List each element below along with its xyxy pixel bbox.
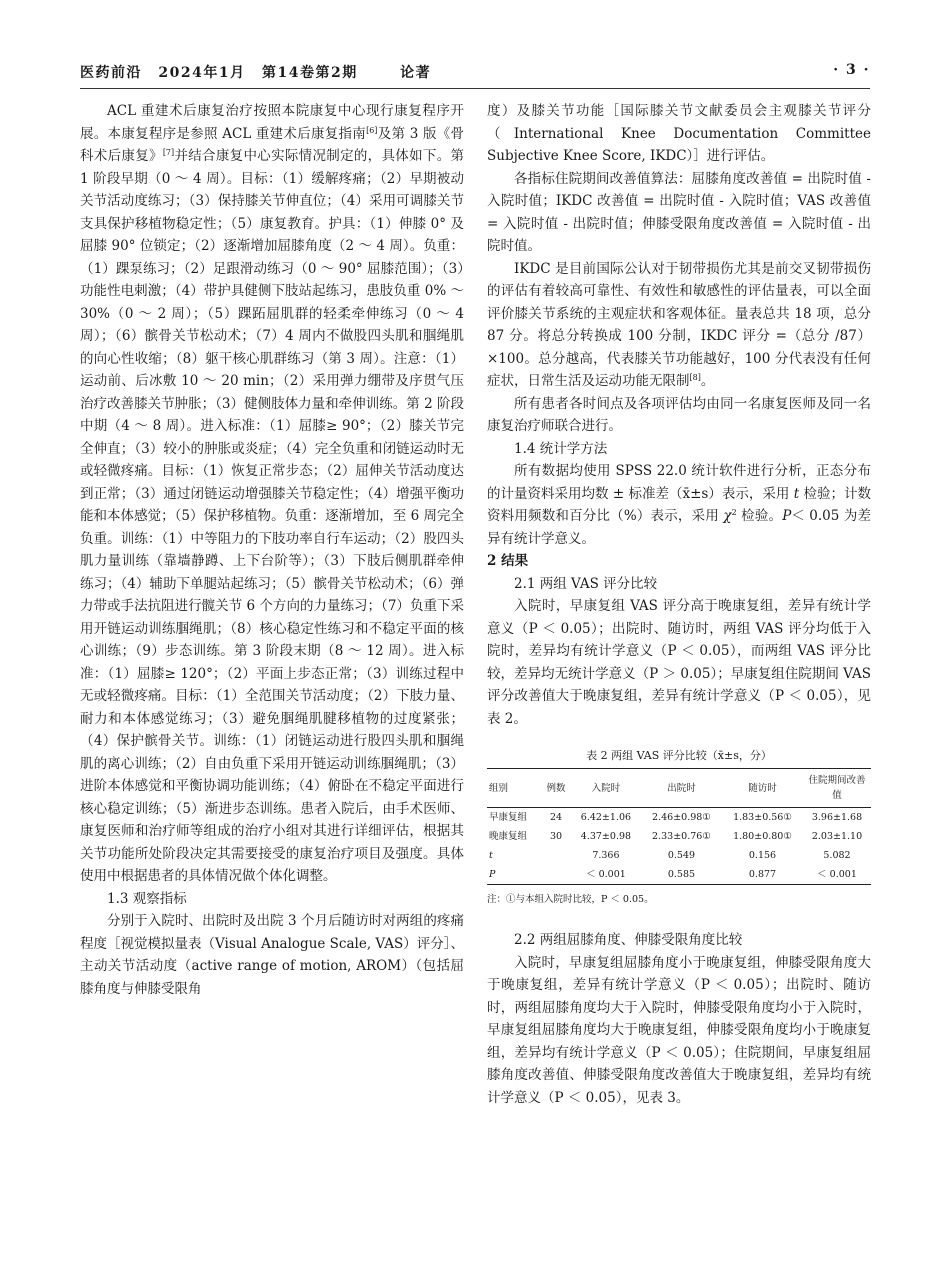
section-heading-1-4: 1.4 统计学方法: [514, 440, 608, 457]
vas-table: [487, 768, 871, 885]
assessor-paragraph: 所有患者各时间点及各项评估均由同一名康复医师及同一名康复治疗师联合进行。: [487, 395, 871, 434]
citation-8[interactable]: [8]: [689, 373, 701, 382]
issue-date: 2024年1月: [158, 65, 246, 81]
col-header: 住院期间改善值: [808, 775, 866, 801]
volume-issue: 第14卷第2期: [261, 65, 358, 81]
section-heading-1-3: 1.3 观察指标: [107, 890, 187, 907]
table-row: 早康复组 24 6.42±1.06 2.46±0.98① 1.83±0.56① 3.96±1.68: [489, 812, 863, 823]
col-header: 组别: [489, 782, 509, 794]
section-heading-2-2: 2.2 两组屈膝角度、伸膝受限角度比较: [514, 932, 743, 948]
col-header: 出院时: [667, 782, 696, 794]
article-category: 论著: [400, 65, 432, 81]
table-2-caption: 表 2 两组 VAS 评分比较（x̄±s，分）: [586, 749, 772, 762]
running-header: [80, 62, 870, 86]
col-header: 例数: [546, 782, 566, 794]
ikdc-paragraph: IKDC 是目前国际公认对于韧带损伤尤其是前交叉韧带损伤的评估有着较高可靠性、有效性和敏感性的评估量表，可以全面评价膝关节系统的主观症状和客观体征。量表总共 18 项，总分 87 分。将总分转换成 100 分制，IKDC 评分 =（总分 /87）×100。总分越高，代表膝关节功能越好，100 分代表没有任何症状，日常生活及运动功能无限制[8]。: [487, 260, 871, 389]
table-row: 晚康复组 30 4.37±0.98 2.33±0.76① 1.80±0.80① 2.03±1.10: [489, 831, 863, 842]
angle-results-paragraph: 入院时，早康复组屈膝角度小于晚康复组，伸膝受限角度大于晚康复组，差异有统计学意义（P ＜ 0.05）；出院时、随访时，两组屈膝角度均大于入院时，伸膝受限角度均小于入院时，早康复组屈膝角度均大于晚康复组，伸膝受限角度均小于晚康复组，差异均有统计学意义（P ＜ 0.05）；住院期间，早康复组屈膝角度改善值、伸膝受限角度改善值大于晚康复组，差异均有统计学意义（P ＜ 0.05），见表 3。: [487, 954, 871, 1106]
observation-paragraph: 分别于入院时、出院时及出院 3 个月后随访时对两组的疼痛程度［视觉模拟量表（Visual Analogue Scale, VAS）评分］、主动关节活动度（active range of motion, AROM）（包括屈膝角度与伸膝受限角: [80, 913, 464, 997]
table-row: t 7.366 0.549 0.156 5.082: [489, 850, 851, 861]
rehab-protocol-paragraph: ACL 重建术后康复治疗按照本院康复中心现行康复程序开展。本康复程序是参照 ACL 重建术后康复指南[6]及第 3 版《骨科术后康复》[7]并结合康复中心实际情况制定的，具体如下。第 1 阶段早期（0 ～ 4 周）。目标：（1）缓解疼痛；（2）早期被动关节活动度练习；（3）保持膝关节伸直位；（4）采用可调膝关节支具保护移植物稳定性；（5）康复教育。护具：（1）伸膝 0° 及屈膝 90° 位锁定；（2）逐渐增加屈膝角度（2 ～ 4 周）。负重：（1）踝泵练习；（2）足跟滑动练习（0 ～ 90° 屈膝范围）；（3）功能性电刺激；（4）带护具健侧下肢站起练习，患肢负重 0% ～ 30%（0 ～ 2 周）；（5）踝跖屈肌群的轻柔牵伸练习（0 ～ 4 周）；（6）髌骨关节松动术；（7）4 周内不做股四头肌和腘绳肌的向心性收缩；（8）躯干核心肌群练习（第 3 周）。注意：（1）运动前、后冰敷 10 ～ 20 min；（2）采用弹力绷带及序贯气压治疗改善膝关节肿胀；（3）健侧肢体力量和牵伸训练。第 2 阶段中期（4 ～ 8 周）。进入标准：（1）屈膝≥ 90°；（2）膝关节完全伸直；（3）较小的肿胀或炎症；（4）完全负重和闭链运动时无或轻微疼痛。目标：（1）恢复正常步态；（2）屈伸关节活动度达到正常；（3）通过闭链运动增强膝关节稳定性；（4）增强平衡功能和本体感觉；（5）保护移植物。负重：逐渐增加，至 6 周完全负重。训练：（1）中等阻力的下肢功率自行车运动；（2）股四头肌力量训练（靠墙静蹲、上下台阶等）；（3）下肢后侧肌群牵伸练习；（4）辅助下单腿站起练习；（5）髌骨关节松动术；（6）弹力带或手法抗阻进行髋关节 6 个方向的力量练习；（7）负重下采用开链运动训练腘绳肌；（8）核心稳定性练习和不稳定平面的核心训练；（9）步态训练。第 3 阶段末期（8 ～ 12 周）。进入标准：（1）屈膝≥ 120°；（2）平面上步态正常；（3）训练过程中无或轻微疼痛。目标：（1）全范围关节活动度；（2）下肢力量、耐力和本体感觉练习；（3）避免腘绳肌腱移植物的过度紧张；（4）保护髌骨关节。训练：（1）闭链运动进行股四头肌和腘绳肌的离心训练；（2）自由负重下采用开链运动训练腘绳肌；（3）进阶本体感觉和平衡协调功能训练；（4）俯卧在不稳定平面进行核心稳定训练；（5）渐进步态训练。患者入院后，由手术医师、康复医师和治疗师等组成的治疗小组对其进行详细评估，根据其关节功能所处阶段决定其需要接受的康复治疗项目及强度。具体使用中根据患者的具体情况做个体化调整。: [80, 103, 464, 884]
table-2-note: 注：①与本组入院时比较，P ＜ 0.05。: [487, 894, 654, 905]
statistics-paragraph: 所有数据均使用 SPSS 22.0 统计软件进行分析，正态分布的计量资料采用均数 ± 标准差（x̄±s）表示，采用 t 检验；计数资料用频数和百分比（%）表示，采用 $\chi^2$ 检验。P＜ 0.05 为差异有统计学意义。: [487, 463, 871, 547]
vas-results-paragraph: 入院时，早康复组 VAS 评分高于晚康复组，差异有统计学意义（P ＜ 0.05）；出院时、随访时，两组 VAS 评分均低于入院时，差异均有统计学意义（P ＜ 0.05），而两组 VAS 评分比较，差异均无统计学意义（P ＞ 0.05）；早康复组住院期间 VAS 评分改善值大于晚康复组，差异有统计学意义（P ＜ 0.05），见表 2。: [487, 598, 871, 727]
col-header: 随访时: [748, 782, 777, 794]
citation-7[interactable]: [7]: [162, 148, 175, 157]
journal-name: 医药前沿: [80, 65, 142, 81]
improvement-algorithm-paragraph: 各指标住院期间改善值算法：屈膝角度改善值 = 出院时值 - 入院时值；IKDC 改善值 = 出院时值 - 入院时值；VAS 改善值 = 入院时值 - 出院时值；伸膝受限角度改善值 = 入院时值 - 出院时值。: [487, 170, 871, 254]
citation-6[interactable]: [6]: [366, 125, 378, 135]
observation-continued: 度）及膝关节功能［国际膝关节文献委员会主观膝关节评分（International Knee Documentation Committee Subjective Knee Score, IKDC）］进行评估。: [487, 103, 871, 164]
header-rule: [80, 88, 870, 89]
right-column: [487, 100, 871, 1109]
col-header: 入院时: [591, 782, 621, 794]
section-heading-2-1: 2.1 两组 VAS 评分比较: [514, 575, 658, 592]
table-row: P ＜ 0.001 0.585 0.877 ＜ 0.001: [487, 865, 871, 885]
page-number: · 3 ·: [833, 62, 870, 78]
table-2: [487, 746, 871, 909]
table-header-row: [487, 769, 871, 808]
section-heading-2: 2 结果: [487, 553, 529, 569]
left-column: [80, 100, 464, 1000]
header-left: [80, 62, 441, 82]
